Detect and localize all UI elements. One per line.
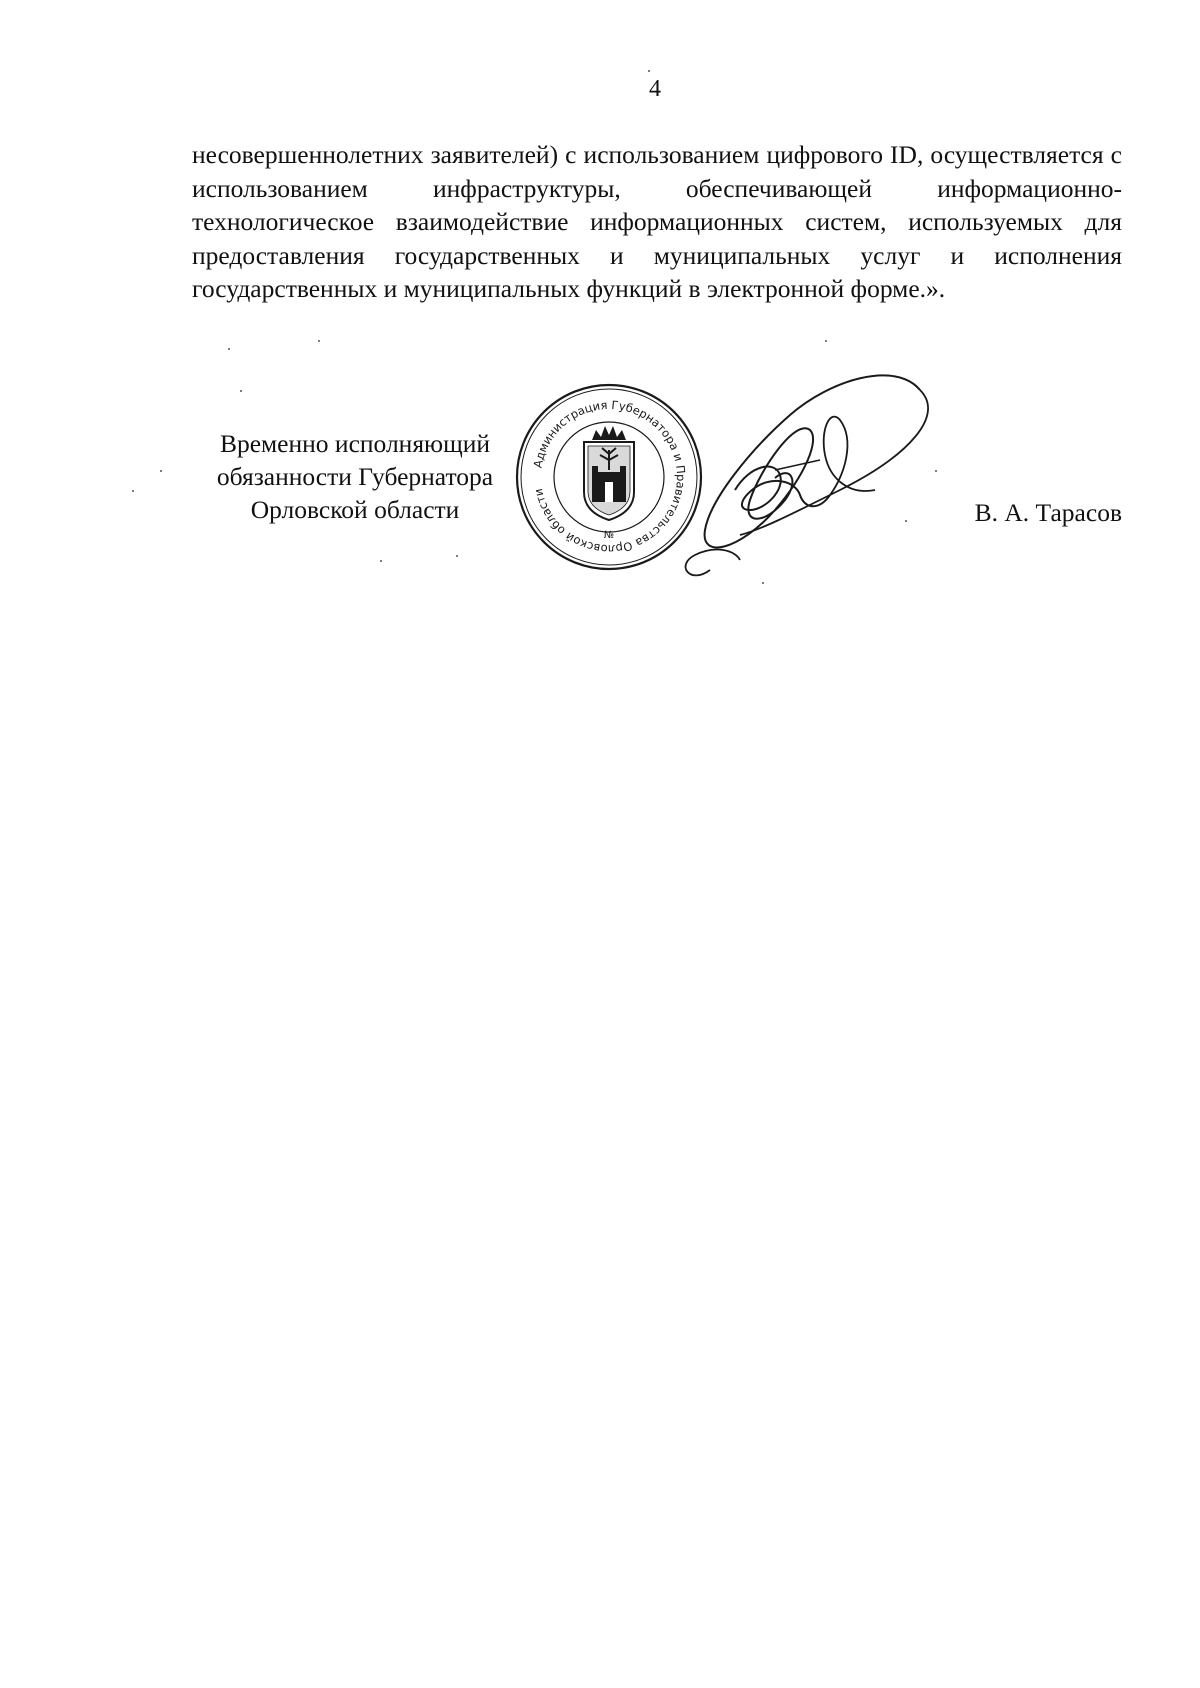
signer-title-line-3: Орловской области bbox=[250, 495, 460, 524]
coat-of-arms-icon bbox=[584, 426, 634, 520]
body-paragraph: несовершеннолетних заявителей) с использованием цифрового ID, осуществляется с использованием инфраструктуры, обеспечивающей информационно-технологическое взаимодействие информационных систем, используемых для предоставления государственных и муниципальных услуг и исполнения государственных и муниципальных функций в электронной форме.». bbox=[192, 140, 1122, 303]
seal-ring-text: Администрация Губернатора и Правительства Орловской области bbox=[530, 397, 689, 557]
handwritten-signature bbox=[680, 360, 940, 580]
signer-name: В. А. Тарасов bbox=[974, 498, 1122, 527]
signer-title-line-1: Временно исполняющий bbox=[219, 429, 491, 458]
official-seal bbox=[512, 380, 706, 574]
seal-number-text: № bbox=[603, 530, 615, 541]
signature-block bbox=[0, 380, 1200, 600]
signer-title bbox=[190, 427, 520, 526]
signer-title-line-2: обязанности Губернатора bbox=[216, 462, 494, 491]
page-number: 4 bbox=[649, 76, 661, 102]
